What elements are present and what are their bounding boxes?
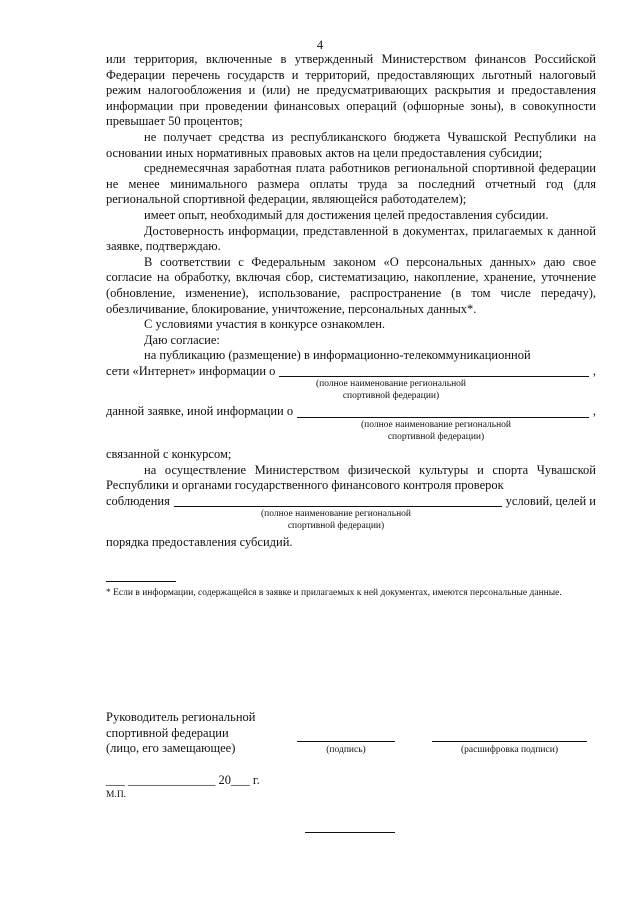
- paragraph-subsidy-order: порядка предоставления субсидий.: [106, 535, 293, 550]
- paragraph-budget: не получает средства из республиканского бюджета Чувашской Республики на основании иных нормативных правовых актов на цели предоставления субсидии;: [106, 129, 596, 160]
- paragraph-consent: Даю согласие:: [144, 332, 220, 347]
- internet-info-row: [106, 364, 596, 380]
- federation-name-blank-1[interactable]: [279, 365, 588, 377]
- other-info-row: [106, 404, 596, 420]
- bottom-rule: [305, 832, 395, 833]
- signature-role-line-1: Руководитель региональной: [106, 710, 256, 724]
- paragraph-personal-data: В соответствии с Федеральным законом «О персональных данных» даю свое согласие на обработку, включая сбор, систематизацию, накопление, хранение, уточнение (обновление, изменение), использование, распространение (в том числе передачу), обезличивание, блокирование, уничтожение, персональных данных*.: [106, 254, 596, 316]
- signature-role-line-3: (лицо, его замещающее): [106, 741, 236, 756]
- signature-line[interactable]: [297, 741, 395, 742]
- footnote-text: * Если в информации, содержащейся в заявке и прилагаемых к ней документах, имеются персональные данные.: [106, 588, 562, 599]
- caption-federation-2: (полное наименование региональной спортивной федерации): [360, 420, 511, 442]
- paragraph-offshore: или территория, включенные в утвержденный Министерством финансов Российской Федерации перечень государств и территорий, предоставляющих льготный налоговый режим налогообложения и (или) не предусматривающих раскрытия и предоставления информации при проведении финансовых операций (офшорные зоны), в совокупности превышает 50 процентов;: [106, 52, 596, 129]
- compliance-row: [106, 494, 596, 510]
- paragraph-inspection: на осуществление Министерством физической культуры и спорта Чувашской Республики и органами государственного финансового контроля проверок: [106, 462, 596, 493]
- signature-role-line-2: спортивной федерации: [106, 725, 229, 740]
- page-number: 4: [316, 38, 324, 52]
- paragraph-salary: среднемесячная заработная плата работников региональной спортивной федерации не менее минимального размера оплаты труда за последний отчетный год (для региональной спортивной федерации, являющейся работодателем);: [106, 161, 596, 207]
- internet-info-suffix: ,: [592, 363, 596, 378]
- compliance-prefix: соблюдения: [106, 493, 170, 508]
- caption-federation-3: (полное наименование региональной спортивной федерации): [260, 509, 411, 531]
- other-info-suffix: ,: [592, 404, 596, 419]
- paragraph-publication: на публикацию (размещение) в информационно-телекоммуникационной: [144, 348, 531, 363]
- signature-caption: (подпись): [326, 745, 366, 755]
- paragraph-experience: имеет опыт, необходимый для достижения целей предоставления субсидии.: [144, 207, 549, 222]
- caption-federation-1: (полное наименование региональной спортивной федерации): [315, 379, 466, 401]
- footnote-separator: [106, 581, 176, 582]
- paragraph-authenticity: Достоверность информации, представленной в документах, прилагаемых к данной заявке, подтверждаю.: [106, 223, 596, 254]
- stamp-label: М.П.: [106, 790, 127, 800]
- compliance-suffix: условий, целей и: [505, 493, 596, 508]
- document-body: [106, 52, 596, 600]
- paragraph-conditions: С условиями участия в конкурсе ознакомлен.: [144, 317, 386, 332]
- paragraph-contest: связанной с конкурсом;: [106, 447, 232, 462]
- signature-decode-caption: (расшифровка подписи): [461, 745, 558, 755]
- date-line[interactable]: ___ ______________ 20___ г.: [106, 773, 260, 787]
- federation-name-blank-3[interactable]: [174, 495, 502, 507]
- internet-info-prefix: сети «Интернет» информации о: [106, 363, 276, 378]
- other-info-prefix: данной заявке, иной информации о: [106, 404, 294, 419]
- federation-name-blank-2[interactable]: [297, 406, 589, 418]
- signature-decode-line[interactable]: [432, 741, 587, 742]
